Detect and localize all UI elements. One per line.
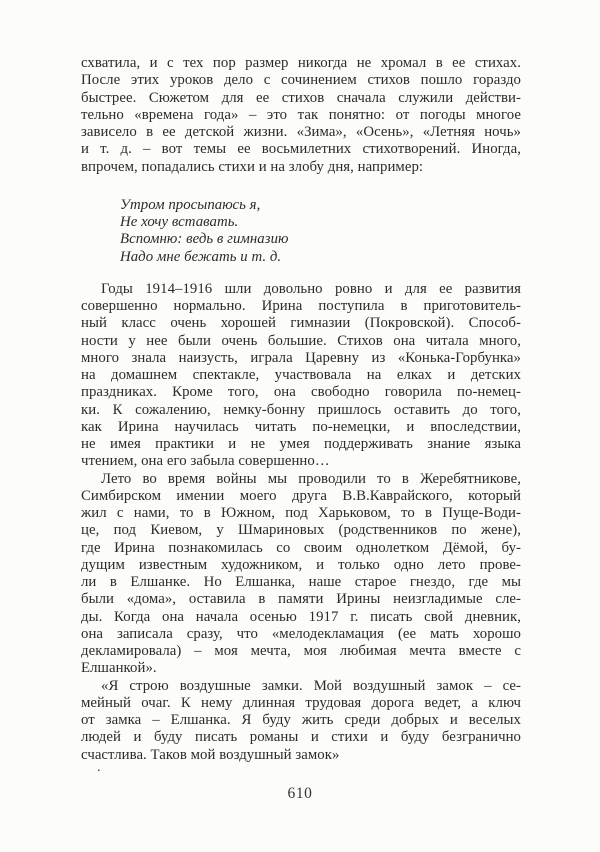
text-line: ки. К сожалению, немку-бонну пришлось оставить до того, [81,401,521,418]
text-line: Елшанкой». [81,660,157,677]
text-line: Вспомню: ведь в гимназию [120,231,289,248]
paragraph-summer-wartime [81,471,521,678]
text-line: Лето во время войны мы проводили то в Жеребятникове, [101,470,521,487]
paragraph-years-1914-1916 [81,281,521,471]
text-line: впрочем, попадались стихи и на злобу дня, например: [81,158,424,175]
text-line: схватила, и с тех пор размер никогда не хромал в ее стихах. [81,55,521,71]
paragraph-air-castles [81,678,521,764]
text-line: были «дома», оставила в памяти Ирины неизгладимые сле- [81,591,521,608]
text-line: мейный очаг. К нему длинная трудовая дорога ведет, а ключ [81,694,521,711]
text-line: дущим известным художником, и только одно лето прове- [81,556,521,573]
text-line: Не хочу вставать. [120,214,239,230]
page-number: 610 [287,785,313,802]
text-line: ды. Когда она начала осенью 1917 г. писать свой дневник, [81,608,521,625]
stray-dot-mark: . [97,760,101,775]
text-line: «Я строю воздушные замки. Мой воздушный замок – се- [101,677,521,694]
text-line: ли в Елшанке. Но Елшанка, наше старое гнездо, где мы [81,574,521,590]
text-line: от замка – Елшанка. Я буду жить среди добрых и веселых [81,712,521,728]
text-line: ности у нее были очень большие. Стихов она читала много, [81,332,521,349]
text-line: Годы 1914–1916 шли довольно ровно и для ее развития [101,280,521,297]
text-line: тельно «времена года» – это так понятно: от погоды многое [81,106,521,123]
paragraph-continuation [81,55,521,176]
text-line: чтением, она его забыла совершенно… [81,453,330,470]
text-line: как Ирина научилась читать по-немецки, и впоследствии, [81,418,521,435]
text-line: и т. д. – вот темы ее восьмилетних стихотворений. Иногда, [81,141,521,158]
text-line: це, под Киевом, у Шмариновых (родственников по жене), [81,522,521,539]
text-line: быстрее. Сюжетом для ее стихов сначала служили действи- [81,89,521,106]
text-line: она записала сразу, что «мелодекламация (ее мать хорошо [81,625,521,642]
text-line: где Ирина познакомилась со своим однолетком Дёмой, бу- [81,539,521,556]
text-line: После этих уроков дело с сочинением стихов пошло гораздо [81,72,521,89]
text-line: совершенно нормально. Ирина поступила в приготовитель- [81,298,521,314]
text-line: людей и буду писать романы и стихи и буду безгранично [81,729,521,746]
text-line: Симбирском имении моего друга В.В.Каврайского, который [81,487,521,504]
text-line: много знала наизусть, играла Царевну из «Конька-Горбунка» [81,349,521,366]
text-line: Надо мне бежать и т. д. [120,248,282,265]
text-line: счастлива. Таков мой воздушный замок» [81,746,340,763]
text-line: декламировала) – моя мечта, моя любимая мечта вместе с [81,643,521,659]
text-line: на домашнем спектакле, участвовала на елках и детских [81,367,521,383]
poem-block [81,197,521,266]
text-line: не имея практики и не умея поддерживать знание языка [81,436,521,452]
text-block [81,55,521,764]
text-line: зависело в ее детской жизни. «Зима», «Осень», «Летняя ночь» [81,124,521,140]
text-line: ный класс очень хорошей гимназии (Покровской). Способ- [81,315,521,332]
text-line: праздниках. Кроме того, она свободно говорила по-немец- [81,384,521,401]
text-line: жил с нами, то в Южном, под Харьковом, то в Пуще-Води- [81,505,521,521]
text-line: Утром просыпаюсь я, [120,196,261,213]
